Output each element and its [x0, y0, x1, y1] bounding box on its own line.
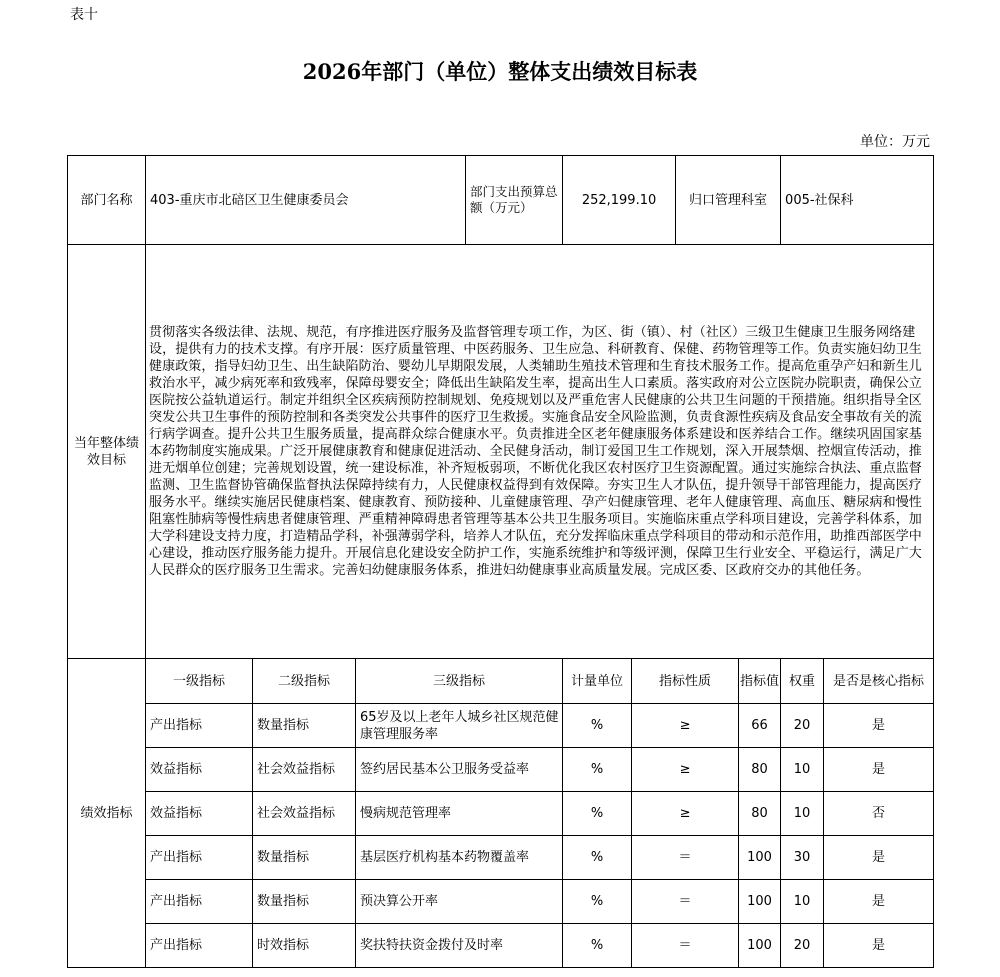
dept-name-value: 403-重庆市北碚区卫生健康委员会: [146, 156, 466, 245]
table-number: 表十: [70, 7, 98, 23]
row-level2: 数量指标: [253, 836, 356, 880]
dept-info-row: [68, 156, 934, 245]
goal-row: [68, 245, 934, 659]
row-level1: 效益指标: [146, 792, 253, 836]
row-value: 80: [739, 748, 781, 792]
row-unit: %: [563, 836, 632, 880]
row-nature: ＝: [632, 880, 739, 924]
row-weight: 20: [781, 924, 824, 968]
table-row: [68, 836, 934, 880]
indicator-header-row: [68, 659, 934, 704]
row-core: 是: [824, 748, 934, 792]
row-level3: 预决算公开率: [356, 880, 563, 924]
row-value: 100: [739, 880, 781, 924]
row-value: 100: [739, 836, 781, 880]
table-row: [68, 924, 934, 968]
row-weight: 20: [781, 704, 824, 748]
indicator-section-label: 绩效指标: [68, 659, 146, 968]
row-unit: %: [563, 880, 632, 924]
goal-label: 当年整体绩效目标: [68, 245, 146, 659]
row-level3: 签约居民基本公卫服务受益率: [356, 748, 563, 792]
row-weight: 10: [781, 792, 824, 836]
row-core: 是: [824, 880, 934, 924]
header-unit: 计量单位: [563, 659, 632, 704]
row-core: 是: [824, 924, 934, 968]
row-level1: 产出指标: [146, 924, 253, 968]
performance-table: [67, 155, 934, 968]
row-level1: 产出指标: [146, 880, 253, 924]
row-value: 80: [739, 792, 781, 836]
header-nature: 指标性质: [632, 659, 739, 704]
row-nature: ≥: [632, 704, 739, 748]
row-level2: 时效指标: [253, 924, 356, 968]
header-weight: 权重: [781, 659, 824, 704]
mgmt-dept-value: 005-社保科: [781, 156, 934, 245]
row-unit: %: [563, 748, 632, 792]
row-level2: 社会效益指标: [253, 748, 356, 792]
header-value: 指标值: [739, 659, 781, 704]
row-nature: ≥: [632, 792, 739, 836]
row-nature: ＝: [632, 836, 739, 880]
header-core: 是否是核心指标: [824, 659, 934, 704]
row-level1: 产出指标: [146, 836, 253, 880]
row-core: 是: [824, 836, 934, 880]
row-level2: 数量指标: [253, 880, 356, 924]
row-level1: 效益指标: [146, 748, 253, 792]
row-core: 是: [824, 704, 934, 748]
budget-total-label: 部门支出预算总额（万元）: [466, 156, 563, 245]
table-row: [68, 748, 934, 792]
row-level3: 基层医疗机构基本药物覆盖率: [356, 836, 563, 880]
goal-text: 贯彻落实各级法律、法规、规范，有序推进医疗服务及监督管理专项工作，为区、街（镇）、村（社区）三级卫生健康卫生服务网络建设，提供有力的技术支撑。有序开展：医疗质量管理、中医药服务、卫生应急、科研教育、保健、药物管理等工作。负责实施妇幼卫生健康政策，指导妇幼卫生、出生缺陷防治、婴幼儿早期限发展，人类辅助生殖技术管理和生育技术服务工作。提高危重孕产妇和新生儿救治水平，减少病死率和致残率，保障母婴安全；降低出生缺陷发生率，提高出生人口素质。落实政府对公立医院办院职责，确保公立医院按公益轨道运行。制定并组织全区疾病预防控制规划、免疫规划以及严重危害人民健康的公共卫生问题的干预措施。组织指导全区突发公共卫生事件的预防控制和各类突发公共事件的医疗卫生救援。实施食品安全风险监测，负责食源性疾病及食品安全事故有关的流行病学调查。提升公共卫生服务质量，提高群众综合健康水平。负责推进全区老年健康服务体系建设和医养结合工作。继续巩固国家基本药物制度实施成果。广泛开展健康教育和健康促进活动、全民健身活动，制订爱国卫生工作规划，深入开展禁烟、控烟宣传活动，推进无烟单位创建；完善规划设置，统一建设标准，补齐短板弱项，不断优化我区农村医疗卫生资源配置。通过实施综合执法、重点监督监测、卫生监督协管确保监督执法保障持续有力，人民健康权益得到有效保障。夯实卫生人才队伍，提升领导干部管理能力，提高医疗服务水平。继续实施居民健康档案、健康教育、预防接种、儿童健康管理、孕产妇健康管理、老年人健康管理、高血压、糖尿病和慢性阻塞性肺病等慢性病患者健康管理、严重精神障碍患者管理等基本公共卫生服务项目。实施临床重点学科项目建设，完善学科体系，加大学科建设支持力度，打造精品学科，补强薄弱学科，培养人才队伍，充分发挥临床重点学科项目的带动和示范作用，助推西部医学中心建设，推动医疗服务能力提升。开展信息化建设安全防护工作，实施系统维护和等级评测，保障卫生行业安全、平稳运行，满足广大人民群众的医疗服务卫生需求。完善妇幼健康服务体系，推进妇幼健康事业高质量发展。完成区委、区政府交办的其他任务。: [146, 245, 934, 659]
row-level3: 奖扶特扶资金拨付及时率: [356, 924, 563, 968]
row-unit: %: [563, 924, 632, 968]
row-weight: 10: [781, 748, 824, 792]
row-level2: 数量指标: [253, 704, 356, 748]
row-weight: 10: [781, 880, 824, 924]
budget-total-value: 252,199.10: [563, 156, 676, 245]
row-nature: ≥: [632, 748, 739, 792]
row-level2: 社会效益指标: [253, 792, 356, 836]
row-core: 否: [824, 792, 934, 836]
header-level1: 一级指标: [146, 659, 253, 704]
row-nature: ＝: [632, 924, 739, 968]
row-unit: %: [563, 704, 632, 748]
mgmt-dept-label: 归口管理科室: [676, 156, 781, 245]
row-weight: 30: [781, 836, 824, 880]
table-row: [68, 704, 934, 748]
header-level2: 二级指标: [253, 659, 356, 704]
row-value: 66: [739, 704, 781, 748]
row-level3: 慢病规范管理率: [356, 792, 563, 836]
row-level3: 65岁及以上老年人城乡社区规范健康管理服务率: [356, 704, 563, 748]
table-row: [68, 880, 934, 924]
unit-label: 单位：万元: [860, 134, 930, 150]
row-unit: %: [563, 792, 632, 836]
header-level3: 三级指标: [356, 659, 563, 704]
row-value: 100: [739, 924, 781, 968]
page-title: 2026年部门（单位）整体支出绩效目标表: [302, 59, 698, 84]
row-level1: 产出指标: [146, 704, 253, 748]
dept-name-label: 部门名称: [68, 156, 146, 245]
table-row: [68, 792, 934, 836]
